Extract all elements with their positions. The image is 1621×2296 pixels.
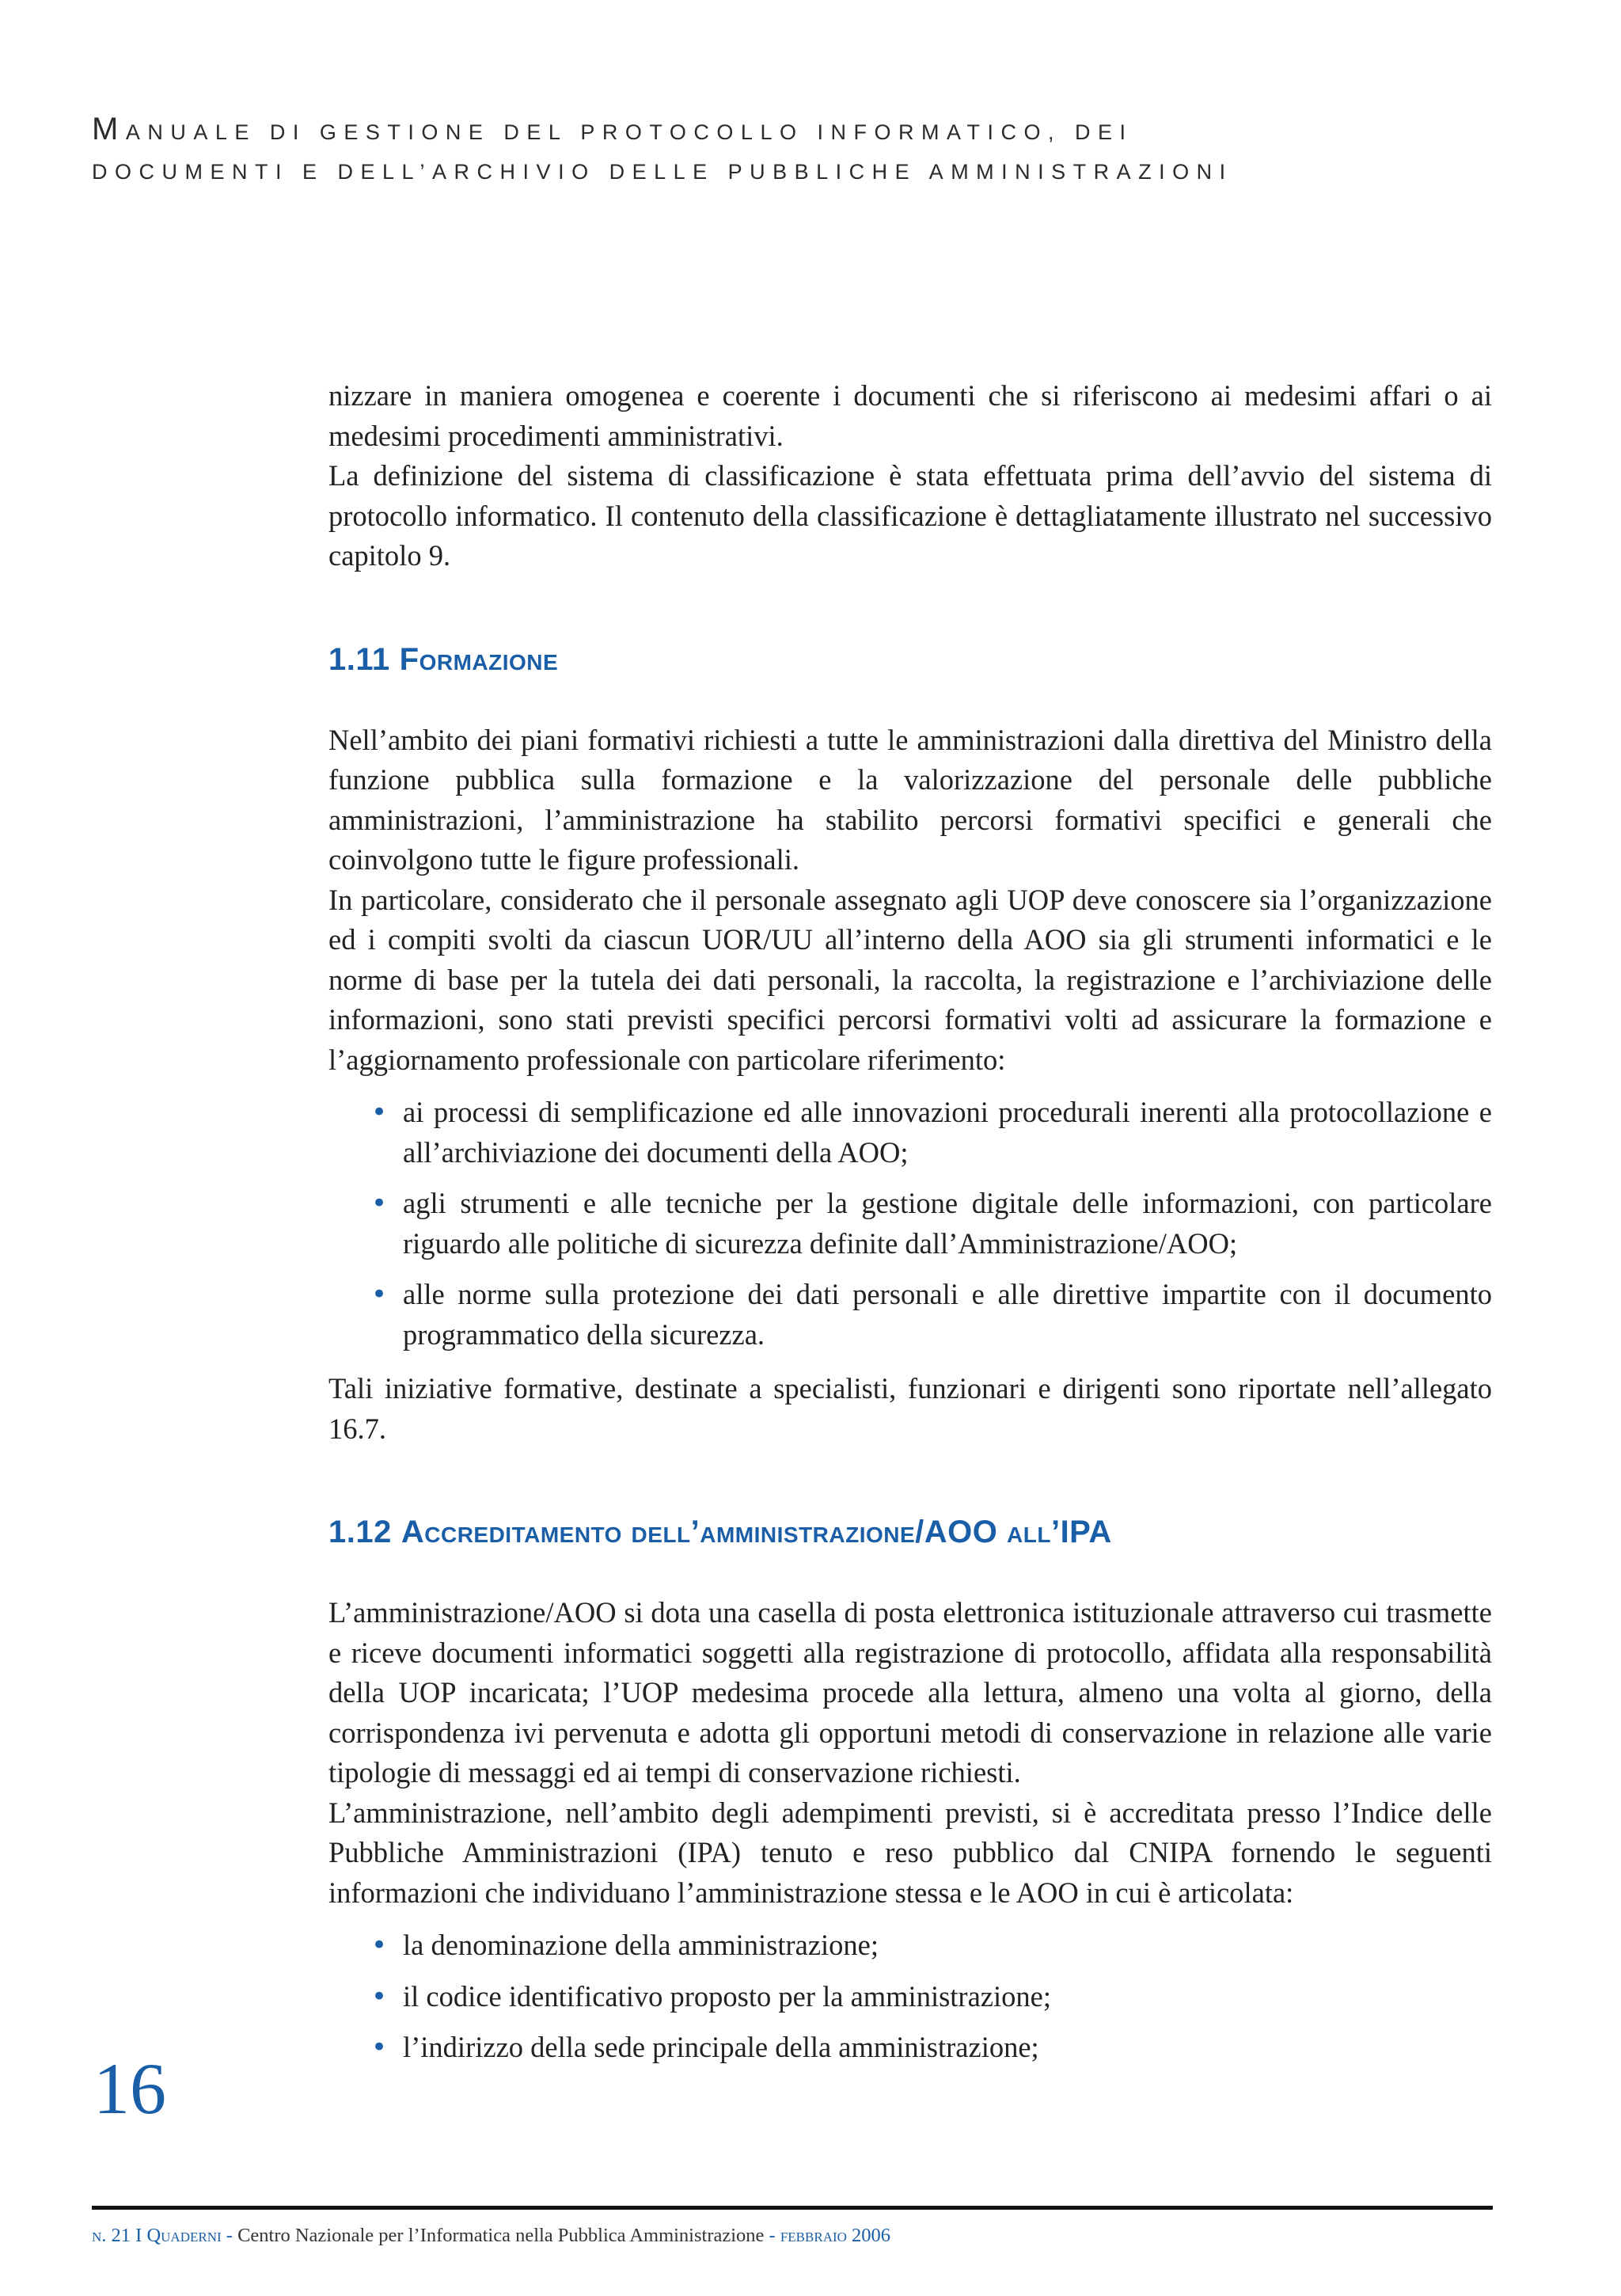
section-heading-1-12	[328, 1512, 1492, 1552]
running-header	[92, 109, 1517, 192]
list-item: • ai processi di semplificazione ed alle innovazioni procedurali inerenti alla protocollazione e all’archiviazione dei documenti della AOO;	[328, 1093, 1492, 1173]
section-1-12-paragraph-2: L’amministrazione, nell’ambito degli adempimenti previsti, si è accreditata presso l’Indice delle Pubbliche Amministrazioni (IPA) tenuto e reso pubblico dal CNIPA fornendo le seguenti informazioni che individuano l’amministrazione stessa e le AOO in cui è articolata:	[328, 1796, 1492, 1909]
section-1-12-bullet-list	[328, 1925, 1492, 2068]
list-item: • la denominazione della amministrazione;	[328, 1925, 1492, 1966]
section-1-11-bullet-list	[328, 1093, 1492, 1355]
section-number: 1.12	[328, 1515, 392, 1549]
running-header-line-2: DOCUMENTI E DELL’ARCHIVIO DELLE PUBBLICHE AMMINISTRAZIONI	[92, 160, 1233, 184]
section-1-11-paragraph-2: In particolare, considerato che il personale assegnato agli UOP deve conoscere sia l’organizzazione ed i compiti svolti da ciascun UOR/UU all’interno della AOO sia gli strumenti informatici e le norme di base per la tutela dei dati personali, la raccolta, la registrazione e l’archiviazione delle informazioni, sono stati previsti specifici percorsi formativi volti ad assicurare la formazione e l’aggiornamento professionale con particolare riferimento:	[328, 883, 1492, 1076]
section-title: Formazione	[399, 641, 559, 677]
list-item: • l’indirizzo della sede principale della amministrazione;	[328, 2028, 1492, 2068]
footer-divider	[92, 2206, 1493, 2210]
section-heading-1-11	[328, 640, 1492, 679]
page-number: 16	[93, 2048, 166, 2129]
footer-dash: -	[764, 2225, 780, 2246]
list-item: • agli strumenti e alle tecniche per la gestione digitale delle informazioni, con particolare riguardo alle politiche di sicurezza definite dall’Amministrazione/AOO;	[328, 1184, 1492, 1264]
footer-publisher: Centro Nazionale per l’Informatica nella Pubblica Amministrazione	[237, 2225, 765, 2246]
section-1-12-paragraph-1: L’amministrazione/AOO si dota una casella di posta elettronica istituzionale attraverso cui trasmette e riceve documenti informatici soggetti alla registrazione di protocollo, affidata alla responsabilità della UOP incaricata; l’UOP medesima procede alla lettura, almeno una volta al giorno, della corrispondenza ivi pervenuta e adotta gli opportuni metodi di conservazione in relazione alle varie tipologie di messaggi ed ai tempi di conservazione richiesti.	[328, 1596, 1492, 1789]
list-item: • alle norme sulla protezione dei dati personali e alle direttive impartite con il documento programmatico della sicurezza.	[328, 1275, 1492, 1355]
footer-series: Quaderni	[146, 2225, 222, 2246]
running-header-line-1-text: ANUALE DI GESTIONE DEL PROTOCOLLO INFORMATICO, DEI	[125, 120, 1133, 144]
footer	[92, 2223, 890, 2248]
footer-issue: n. 21	[92, 2225, 131, 2246]
section-title: Accreditamento dell’amministrazione/AOO all’IPA	[401, 1515, 1112, 1549]
footer-date: febbraio 2006	[780, 2225, 891, 2246]
section-1-11-paragraph-1: Nell’ambito dei piani formativi richiesti a tutte le amministrazioni dalla direttiva del Ministro della funzione pubblica sulla formazione e la valorizzazione del personale delle pubbliche amministrazioni, l’amministrazione ha stabilito percorsi formativi specifici e generali che coinvolgono tutte le figure professionali.	[328, 723, 1492, 876]
running-header-line-1	[92, 109, 1517, 152]
intro-paragraph-2: La definizione del sistema di classificazione è stata effettuata prima dell’avvio del sistema di protocollo informatico. Il contenuto della classificazione è dettagliatamente illustrato nel successivo capitolo 9.	[328, 459, 1492, 572]
running-header-initial: M	[92, 112, 126, 146]
list-item: • il codice identificativo proposto per la amministrazione;	[328, 1977, 1492, 2017]
section-number: 1.11	[328, 641, 390, 677]
main-content	[328, 376, 1492, 2082]
footer-separator: I	[131, 2225, 147, 2246]
section-1-11-closing-paragraph: Tali iniziative formative, destinate a specialisti, funzionari e dirigenti sono riportate nell’allegato 16.7.	[328, 1372, 1492, 1445]
intro-paragraph-1: nizzare in maniera omogenea e coerente i documenti che si riferiscono ai medesimi affari o ai medesimi procedimenti amministrativi.	[328, 379, 1492, 452]
footer-dash: -	[221, 2225, 238, 2246]
